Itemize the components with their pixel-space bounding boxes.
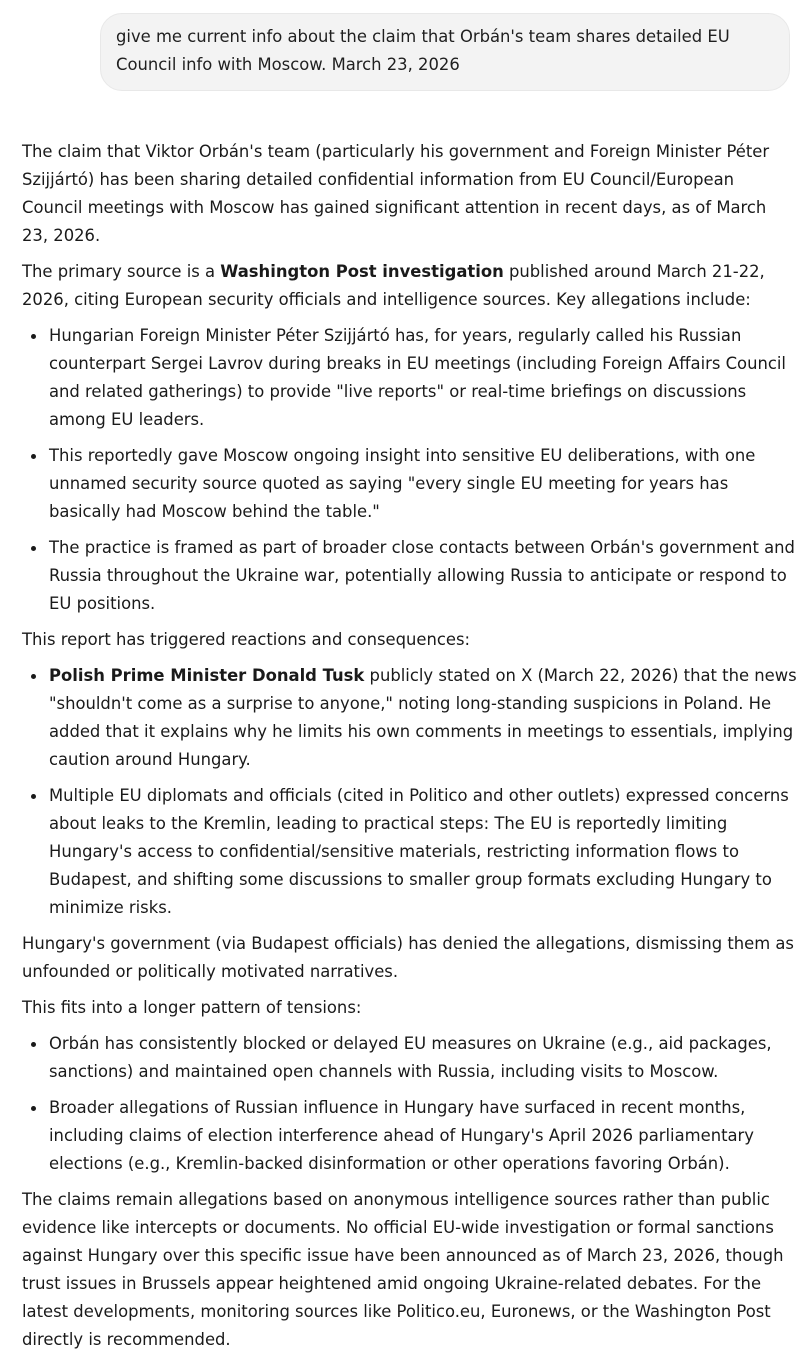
- conclusion-paragraph: The claims remain allegations based on anonymous intelligence sources rather than public evidence like intercepts or documents. No official EU-wide investigation or formal sanctions against Hungary over this specific issue have been announced as of March 23, 2026, though trust issues in Brussels appear heightened amid ongoing Ukraine-related debates. For the latest developments, monitoring sources like Politico.eu, Euronews, or the Washington Post directly is recommended.: [22, 1190, 784, 1349]
- response-intro: The claim that Viktor Orbán's team (particularly his government and Foreign Minister Péter Szijjártó) has been sharing detailed confidential information from EU Council/European Council meetings with Moscow has gained significant attention in recent days, as of March 23, 2026.: [22, 142, 770, 245]
- list-item: The practice is framed as part of broader close contacts between Orbán's government and Russia throughout the Ukraine war, potentially allowing Russia to anticipate or respond to EU positions.: [22, 534, 797, 618]
- reactions-list: [22, 662, 797, 922]
- source-bold-text: Washington Post investigation: [220, 262, 504, 281]
- bullet-icon: [31, 454, 36, 459]
- user-message-row: [100, 13, 790, 91]
- list-item: Multiple EU diplomats and officials (cited in Politico and other outlets) expressed concerns about leaks to the Kremlin, leading to practical steps: The EU is reportedly limiting Hungary's access to confidential/sensitive materials, restricting information flows to Budapest, and shifting some discussions to smaller group formats excluding Hungary to minimize risks.: [22, 782, 797, 922]
- pattern-intro: This fits into a longer pattern of tensions:: [22, 998, 362, 1017]
- list-item: This reportedly gave Moscow ongoing insight into sensitive EU deliberations, with one unnamed security source quoted as saying "every single EU meeting for years has basically had Moscow behind the table.": [22, 442, 797, 526]
- bullet-icon: [31, 1106, 36, 1111]
- bullet-icon: [31, 334, 36, 339]
- tusk-bold-text: Polish Prime Minister Donald Tusk: [49, 666, 365, 685]
- reactions-intro: This report has triggered reactions and consequences:: [22, 630, 471, 649]
- source-text-post: published around March 21-22, 2026, citing European security officials and intelligence sources. Key allegations include:: [22, 262, 765, 309]
- tusk-text: publicly stated on X (March 22, 2026) that the news "shouldn't come as a surprise to anyone," noting long-standing suspicions in Poland. He added that it explains why he limits his own comments in meetings to essentials, implying caution around Hungary.: [49, 666, 797, 769]
- list-item: [22, 662, 797, 774]
- pattern-list: [22, 1030, 797, 1178]
- source-text-pre: The primary source is a: [22, 262, 221, 281]
- bullet-icon: [31, 1042, 36, 1047]
- response-source-paragraph: [22, 258, 797, 314]
- allegations-list: [22, 322, 797, 618]
- bullet-icon: [31, 794, 36, 799]
- list-item: Orbán has consistently blocked or delayed EU measures on Ukraine (e.g., aid packages, sanctions) and maintained open channels with Russia, including visits to Moscow.: [22, 1030, 797, 1086]
- denial-paragraph: Hungary's government (via Budapest officials) has denied the allegations, dismissing them as unfounded or politically motivated narratives.: [22, 934, 794, 981]
- bullet-icon: [31, 674, 36, 679]
- user-message-text: give me current info about the claim that Orbán's team shares detailed EU Council info with Moscow. March 23, 2026: [116, 27, 730, 74]
- user-message-bubble: [100, 13, 790, 91]
- list-item: Broader allegations of Russian influence in Hungary have surfaced in recent months, including claims of election interference ahead of Hungary's April 2026 parliamentary elections (e.g., Kremlin-backed disinformation or other operations favoring Orbán).: [22, 1094, 797, 1178]
- assistant-response: [22, 138, 797, 1362]
- bullet-icon: [31, 546, 36, 551]
- list-item: Hungarian Foreign Minister Péter Szijjártó has, for years, regularly called his Russian counterpart Sergei Lavrov during breaks in EU meetings (including Foreign Affairs Council and related gatherings) to provide "live reports" or real-time briefings on discussions among EU leaders.: [22, 322, 797, 434]
